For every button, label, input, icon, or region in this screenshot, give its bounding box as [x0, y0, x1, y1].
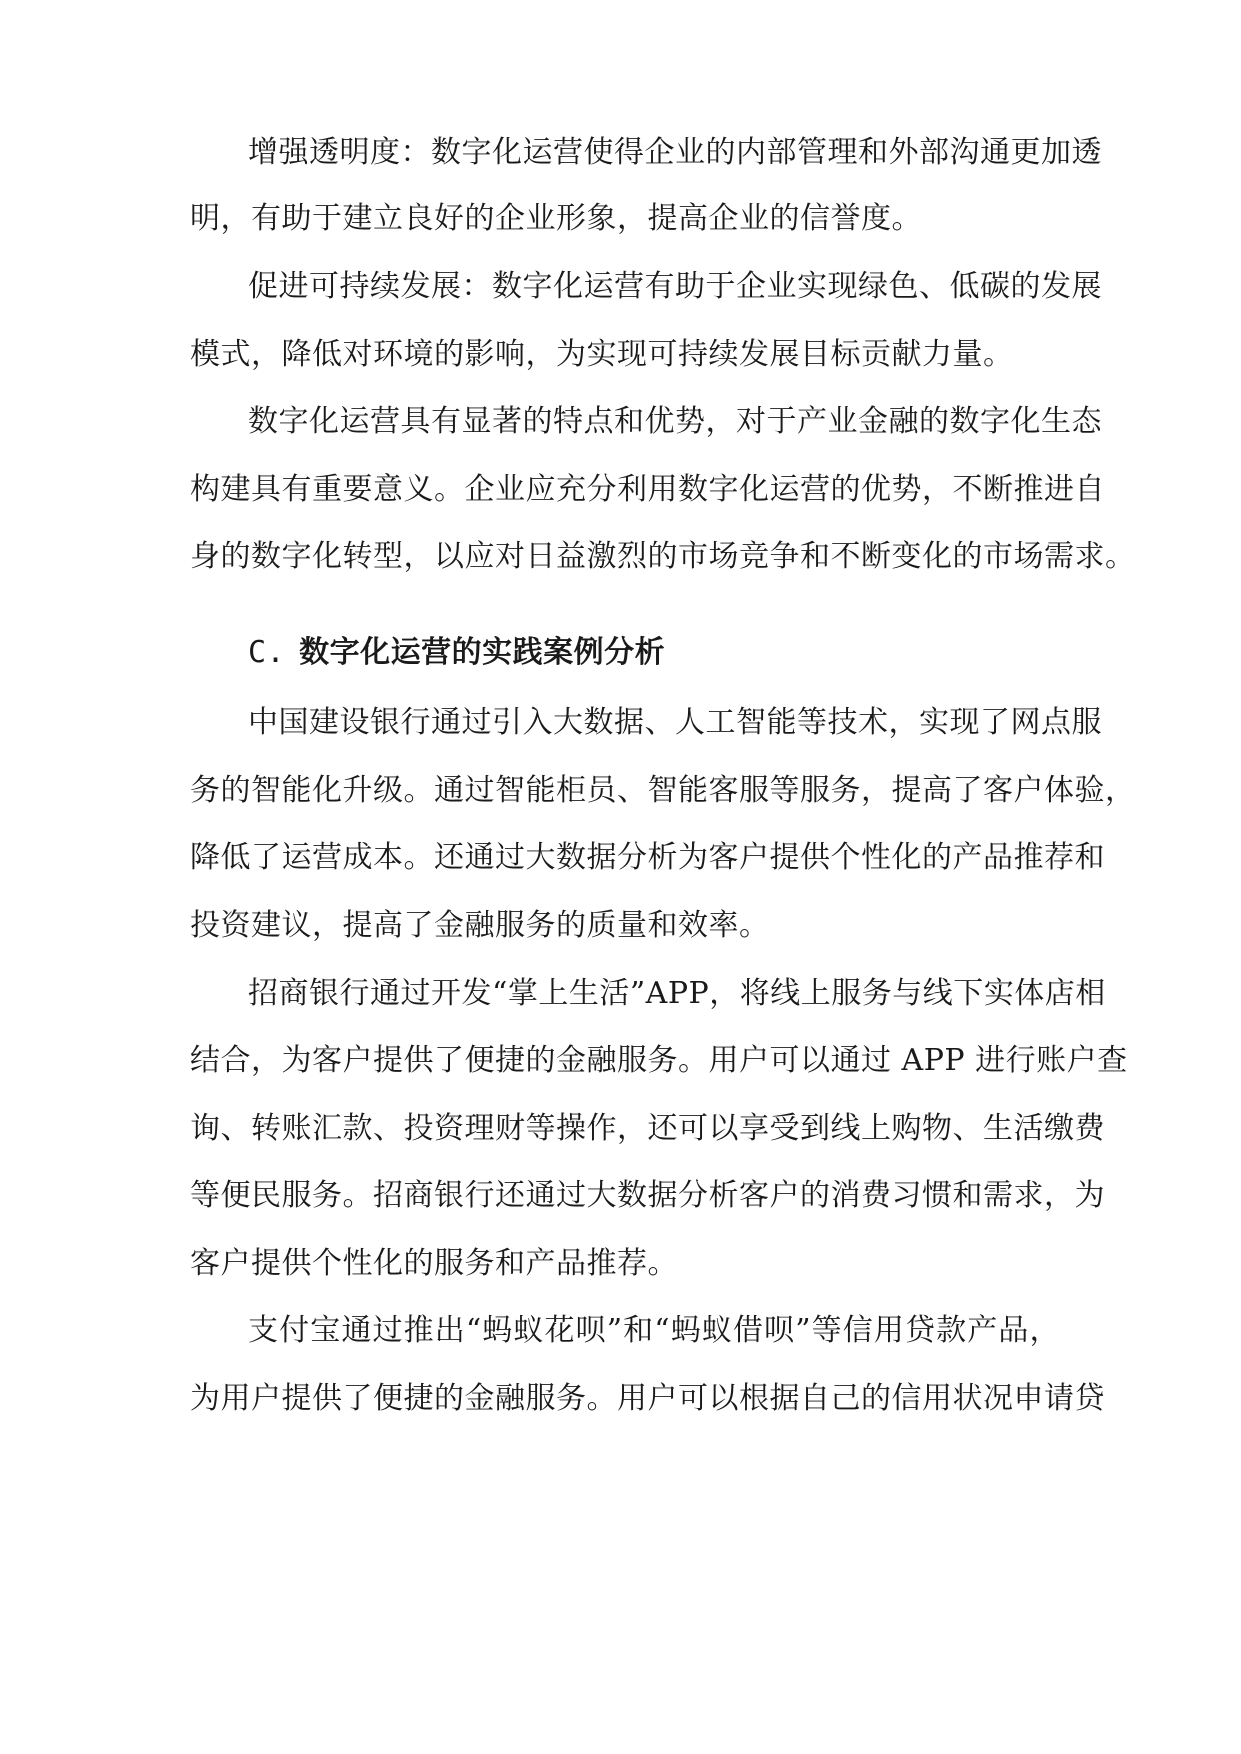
- case-cmb-line-3: 询、转账汇款、投资理财等操作，还可以享受到线上购物、生活缴费: [190, 1111, 1105, 1146]
- case-cmb-line-4: 等便民服务。招商银行还通过大数据分析客户的消费习惯和需求，为: [190, 1178, 1105, 1213]
- paragraph-summary-line-1: 数字化运营具有显著的特点和优势，对于产业金融的数字化生态: [248, 404, 1102, 439]
- paragraph-summary-line-3: 身的数字化转型，以应对日益激烈的市场竞争和不断变化的市场需求。: [190, 539, 1136, 574]
- case-cmb-line-5: 客户提供个性化的服务和产品推荐。: [190, 1246, 678, 1281]
- case-ccb-line-3: 降低了运营成本。还通过大数据分析为客户提供个性化的产品推荐和: [190, 840, 1105, 875]
- case-ccb-line-4: 投资建议，提高了金融服务的质量和效率。: [190, 908, 770, 943]
- section-heading-title: 数字化运营的实践案例分析: [299, 635, 666, 670]
- paragraph-sustainability-line-1: 促进可持续发展：数字化运营有助于企业实现绿色、低碳的发展: [248, 269, 1102, 304]
- case-cmb-line-1: 招商银行通过开发“掌上生活”APP，将线上服务与线下实体店相: [248, 976, 1106, 1011]
- paragraph-transparency-line-2: 明，有助于建立良好的企业形象，提高企业的信誉度。: [190, 201, 922, 236]
- paragraph-summary-line-2: 构建具有重要意义。企业应充分利用数字化运营的优势，不断推进自: [190, 472, 1105, 507]
- case-alipay-line-2: 为用户提供了便捷的金融服务。用户可以根据自己的信用状况申请贷: [190, 1381, 1105, 1416]
- case-ccb-line-2: 务的智能化升级。通过智能柜员、智能客服等服务，提高了客户体验，: [190, 773, 1136, 808]
- paragraph-sustainability-line-2: 模式，降低对环境的影响，为实现可持续发展目标贡献力量。: [190, 337, 1014, 372]
- case-ccb-line-1: 中国建设银行通过引入大数据、人工智能等技术，实现了网点服: [248, 705, 1102, 740]
- case-alipay-line-1: 支付宝通过推出“蚂蚁花呗”和“蚂蚁借呗”等信用贷款产品，: [248, 1313, 1060, 1348]
- section-heading: [248, 633, 948, 673]
- case-cmb-line-2: 结合，为客户提供了便捷的金融服务。用户可以通过 APP 进行账户查: [190, 1043, 1128, 1078]
- section-heading-label: C.: [248, 635, 286, 670]
- paragraph-transparency-line-1: 增强透明度：数字化运营使得企业的内部管理和外部沟通更加透: [248, 135, 1102, 170]
